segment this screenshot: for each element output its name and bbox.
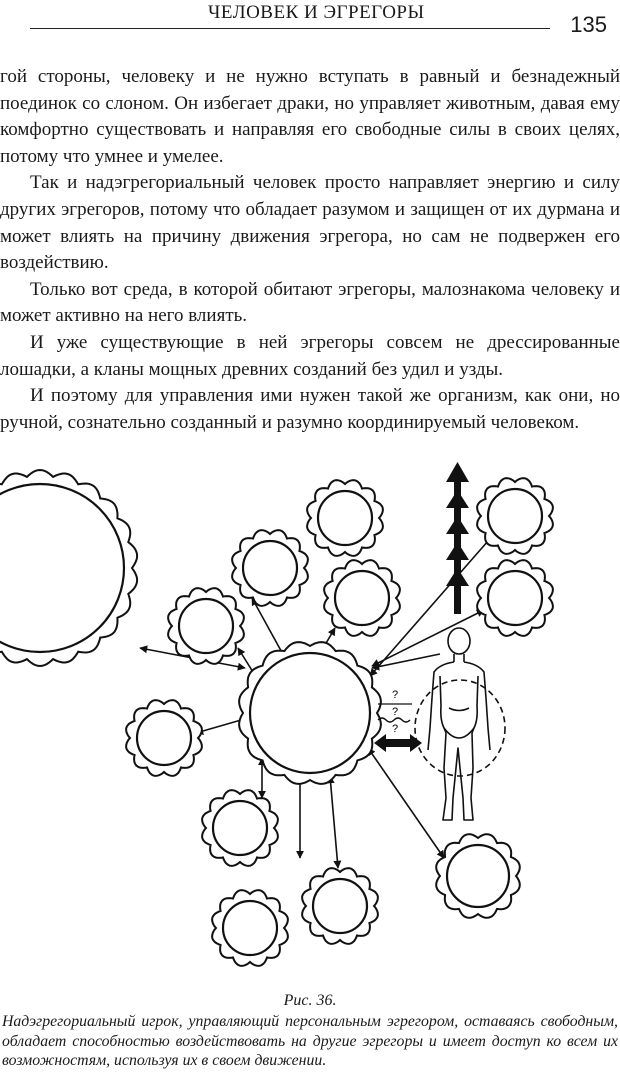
paragraph-3: Только вот среда, в которой обитают эгрегоры, малознакома человеку и может активно на него влиять. xyxy=(0,278,620,327)
figure-caption xyxy=(0,990,620,1071)
page-number: 135 xyxy=(570,12,607,37)
egregor-circle-inner xyxy=(313,879,367,933)
body-text xyxy=(0,64,620,436)
human-figure xyxy=(428,628,490,820)
egregor-circle-inner xyxy=(223,901,277,955)
paragraph-1: гой стороны, человеку и не нужно вступать в равный и безнадежный поединок со слоном. Он избегает драки, но управляет животным, давая ему комфортно существовать и направляя его свободные силы в своих целях, потому что умнее и умелее. xyxy=(0,66,620,167)
egregor-circle-inner xyxy=(243,541,297,595)
egregor-circle-inner xyxy=(179,599,233,653)
egregor-circle-inner xyxy=(447,845,509,907)
header-rule xyxy=(30,28,550,29)
connection-arrow xyxy=(252,598,285,658)
question-label-2: ? xyxy=(392,706,399,718)
central-egregor-inner xyxy=(250,653,370,773)
connection-arrow xyxy=(330,776,338,868)
question-label-1: ? xyxy=(392,689,399,701)
paragraph-4: И уже существующие в ней эгрегоры совсем не дрессированные лошадки, а кланы мощных древних созданий без удил и узды. xyxy=(0,331,620,380)
egregor-circle-inner xyxy=(488,489,542,543)
egregor-circle-inner xyxy=(488,571,542,625)
egregor-diagram xyxy=(0,458,620,988)
page-header xyxy=(30,0,615,40)
egregor-circle-inner xyxy=(318,491,372,545)
egregor-circle-inner xyxy=(213,801,267,855)
egregor-circles xyxy=(0,470,553,966)
figure-caption-text: Надэгрегориальный игрок, управляющий персональным эгрегором, оставаясь свободным, обладает способностью воздействовать на другие эгрегоры и имеет доступ ко всем их возможностям, используя их в своем движении. xyxy=(2,1013,618,1069)
question-label-3: ? xyxy=(392,723,399,735)
connection-arrow xyxy=(368,748,444,858)
paragraph-2: Так и надэгрегориальный человек просто направляет энергию и силу других эгрегоров, потому что обладает разумом и защищен от их дурмана и может влиять на причину движения эгрегора, но сам не подвержен его воздействию. xyxy=(0,172,620,274)
running-title: ЧЕЛОВЕК И ЭГРЕГОРЫ xyxy=(208,2,425,23)
egregor-circle-inner xyxy=(335,571,389,625)
upward-arrow-stack xyxy=(446,462,469,614)
figure-label: Рис. 36. xyxy=(283,992,337,1009)
figure-36 xyxy=(0,458,620,988)
paragraph-5: И поэтому для управления ими нужен такой же организм, как они, но ручной, сознательно созданный и разумно координируемый человеком. xyxy=(0,385,620,433)
thick-double-arrow xyxy=(374,734,422,752)
egregor-circle-inner xyxy=(137,711,191,765)
